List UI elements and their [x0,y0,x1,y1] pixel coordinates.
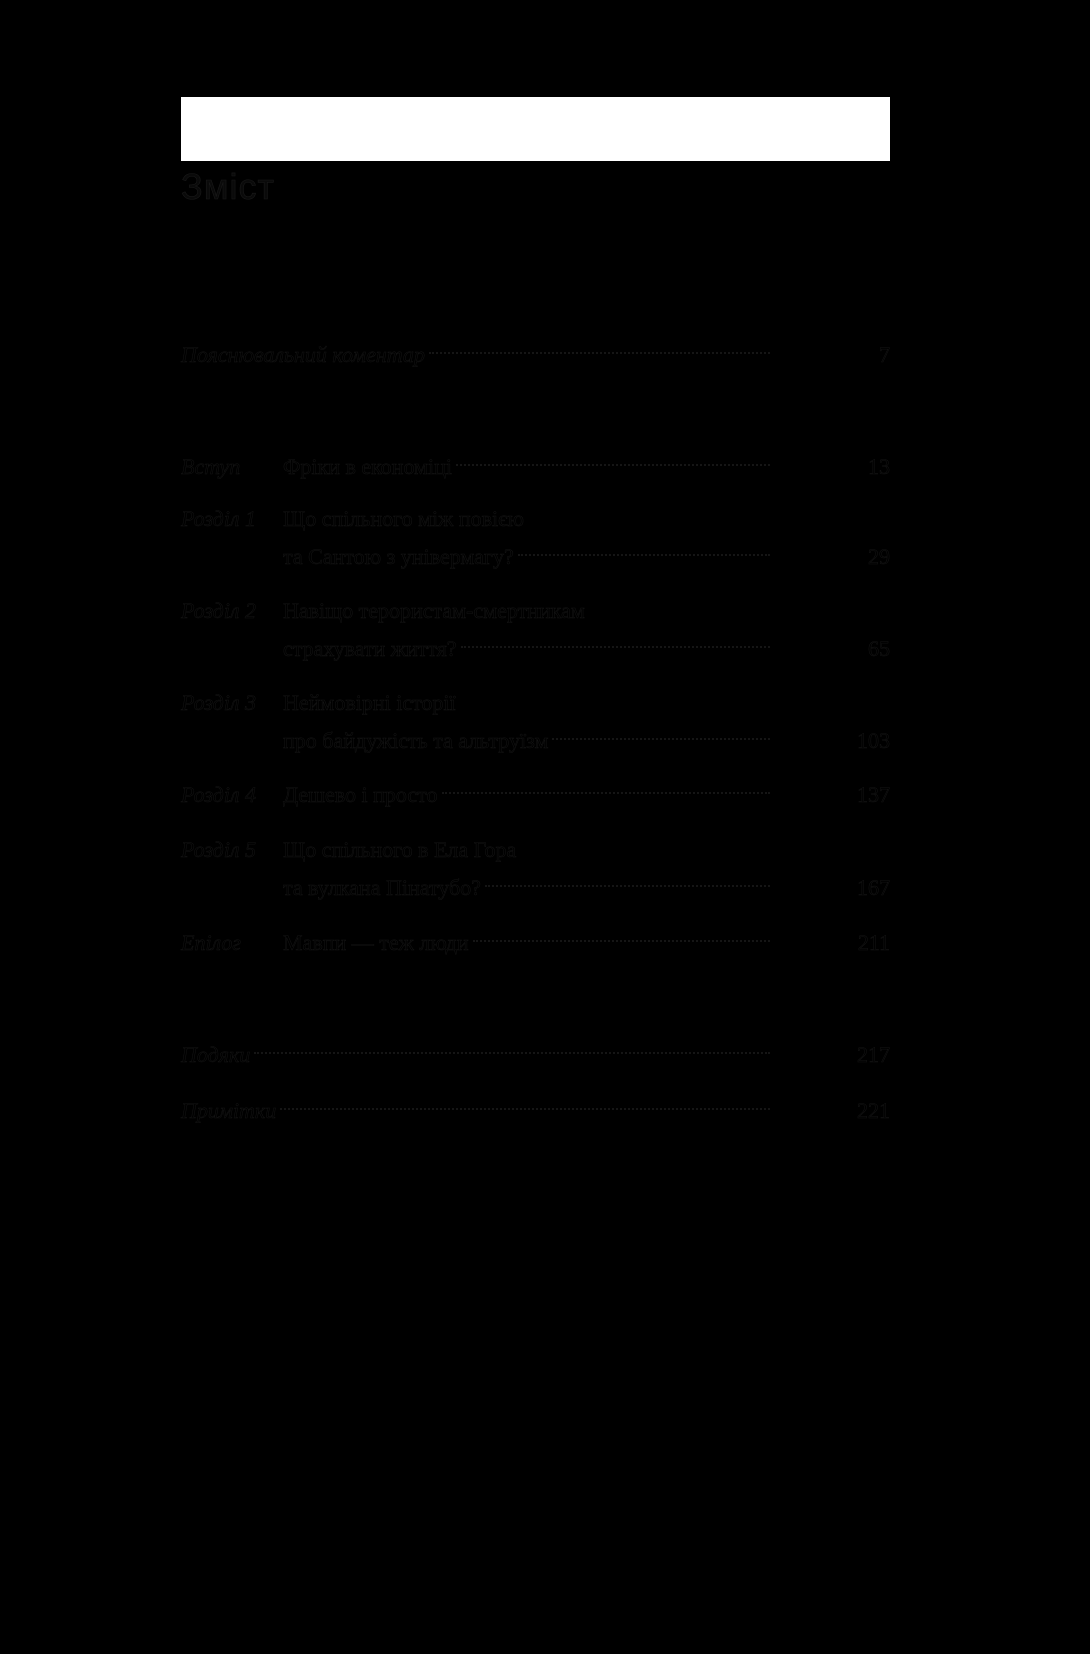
dot-leader [280,1108,770,1110]
toc-entry-title: Дешево і просто [283,782,438,807]
toc-entry-label: Розділ 4 [181,782,256,807]
toc-entry-label: Вступ [181,454,241,479]
toc-entry-label: Розділ 5 [181,837,256,862]
toc-entry-title: Фріки в економіці [283,454,452,479]
toc-entry-acknowledgements[interactable] [181,1037,890,1073]
toc-entry-title-line-2: про байдужість та альтруїзм [283,728,549,753]
toc-entry-notes[interactable] [181,1093,890,1129]
toc-entry-page: 217 [857,1042,890,1067]
toc-entry-label: Пояснювальний коментар [181,342,425,367]
dot-leader [442,792,770,794]
toc-entry-label: Розділ 1 [181,506,256,531]
toc-entry-chapter-1[interactable] [181,501,890,593]
toc-entry-page: 29 [868,544,890,569]
toc-entry-chapter-5[interactable] [181,832,890,924]
toc-entry-page: 13 [868,454,890,479]
dot-leader [518,554,770,556]
toc-entry-title-line-2: страхувати життя? [283,636,457,661]
toc-entry-foreword[interactable] [181,337,890,373]
dot-leader [456,464,770,466]
dot-leader [473,940,770,942]
toc-entry-title: Мавпи — теж люди [283,930,469,955]
toc-entry-page: 211 [857,930,890,955]
dot-leader [254,1052,770,1054]
toc-entry-label: Розділ 3 [181,690,256,715]
dot-leader [429,352,770,354]
toc-entry-page: 103 [857,728,890,753]
toc-entry-title-line-1: Неймовірні історії [283,690,456,715]
toc-entry-title-line-1: Що спільного між повією [283,506,524,531]
toc-entry-page: 137 [857,782,890,807]
toc-entry-chapter-2[interactable] [181,593,890,685]
toc-entry-label: Розділ 2 [181,598,256,623]
toc-entry-page: 167 [857,875,890,900]
toc-entry-title-line-1: Навіщо терористам-смертникам [283,598,585,623]
toc-entry-intro[interactable] [181,449,890,485]
toc-entry-chapter-3[interactable] [181,685,890,777]
header-bar [181,97,890,161]
dot-leader [485,885,770,887]
dot-leader [552,738,770,740]
toc-entry-page: 65 [868,636,890,661]
page-title: Зміст [181,166,275,207]
toc-entry-chapter-4[interactable] [181,777,890,813]
toc-entry-title-line-1: Що спільного в Ела Гора [283,837,517,862]
toc-entry-epilogue[interactable] [181,925,890,961]
toc-entry-label: Подяки [181,1042,251,1067]
dot-leader [461,646,770,648]
toc-entry-title-line-2: та вулкана Пінатубо? [283,875,481,900]
toc-entry-title-line-2: та Сантою з універмагу? [283,544,514,569]
toc-entry-page: 7 [879,342,890,367]
toc-entry-page: 221 [857,1098,890,1123]
toc-entry-label: Епілог [181,930,241,955]
toc-entry-label: Примітки [181,1098,277,1123]
